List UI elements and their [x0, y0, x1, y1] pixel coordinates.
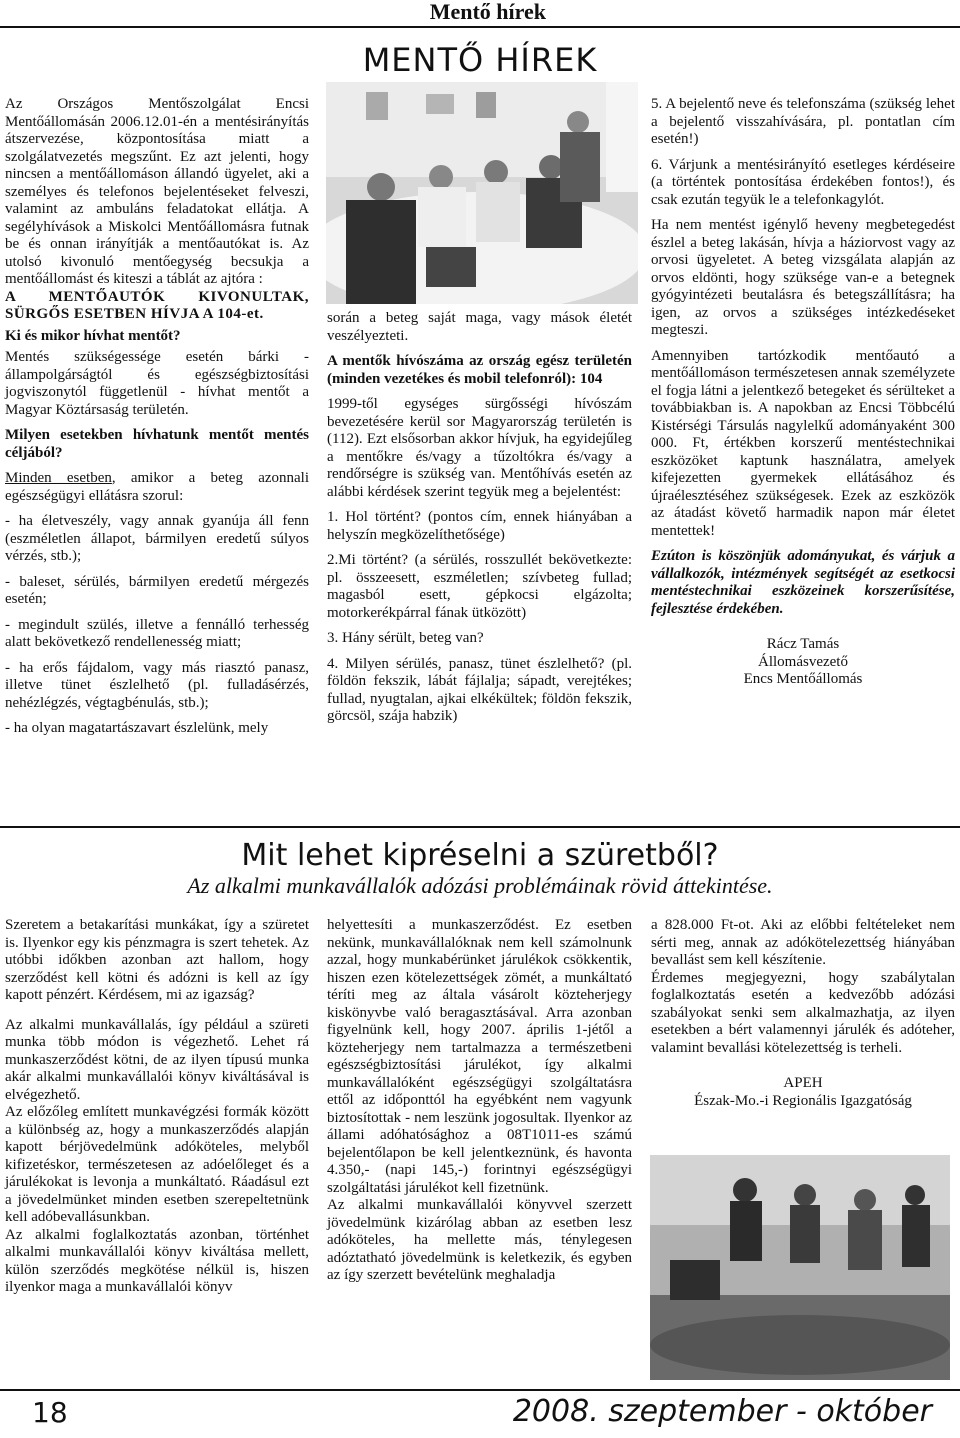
underlined-text: Minden esetben — [5, 470, 112, 486]
question-item: 1. Hol történt? (pontos cím, ennek hiányában a helyszín megközelíthetősége) — [327, 509, 632, 543]
list-item: - baleset, sérülés, bármilyen eredetű mérgezés esetén; — [5, 573, 309, 607]
author-title: Észak-Mo.-i Regionális Igazgatóság — [694, 1092, 912, 1109]
question-item: 3. Hány sérült, beteg van? — [327, 630, 484, 646]
emergency-number-heading: A mentők hívószáma az ország egész területén (minden vezetékes és mobil telefonról): 104 — [327, 353, 632, 387]
harvest-photo — [650, 1155, 950, 1380]
paragraph: 1999-től egységes sürgősségi hívószám bevezetésére kerül sor Magyarország területén is (112). Ezt elsősorban akkor hívjuk, ha egyidejűleg a mentőkre és/vagy a tűzoltókra és/vagy a rendőrségre is szükség van. Mentőhívás esetén az alábbi kérdések szerint tegyük meg a bejelentést: — [327, 396, 632, 500]
paragraph: Érdemes megjegyezni, hogy szabálytalan foglalkoztatás esetén a kedvezőbb adózási szabályokat senki sem alkalmazhatja, az ilyen esetekben a bért valamennyi járulék és adóteher, valamint bevallási kötelezettség is terheli. — [651, 969, 955, 1056]
harvest-photo-illustration — [650, 1155, 950, 1380]
article-divider — [0, 826, 960, 828]
header-rule — [0, 26, 960, 28]
article2-col1 — [5, 917, 309, 1305]
paragraph: helyettesíti a munkaszerződést. Ez esetben nekünk, munkavállalóknak nem kell számolnunk azzal, hogy munkabérünket járulékok csökkentik, hiszen ezen kötelezettségek zömét, a munkáltató téríti meg az általa vásárolt közteherjegy kiskönyvbe való beragasztásával. Arra azonban figyelnünk kell, hogy 2007. április 1-jétől a közteherjegy nem tartalmazza a természetbeni egészségbiztosítási járulékot, így alkalmi munkavállalóként egészségügyi szolgáltatásra ettől az időponttól ha egyébként nem vagyunk biztosítottak - nem leszünk jogosultak. Ilyenkor az állami adóhatósághoz a 08T1011-es számú bejelentőlapon be kell jelentkeznünk, és havonta 4.350,- (napi 145,-) forintnyi egészségügyi szolgáltatási járulékot kell fizetnünk. — [327, 917, 632, 1196]
question-item: 4. Milyen sérülés, panasz, tünet észlelhető? (pl. földön fekszik, lábát fájlalja; sápadt, verejtékes; fullad, nyugtalan, ajkai elkékültek; földön fekszik, görcsöl, szája habzik) — [327, 655, 632, 724]
page-number: 18 — [32, 1396, 68, 1429]
running-header — [0, 0, 960, 27]
section-title: MENTŐ HÍREK — [362, 41, 598, 79]
meeting-photo — [326, 82, 638, 304]
list-item: - ha életveszély, vagy annak gyanúja áll fenn (eszméletlen állapot, bármilyen eredetű súlyos vérzés, stb.); — [5, 513, 309, 564]
paragraph: Az előzőleg említett munkavégzési formák között a különbség az, hogy a munkaszerződés alapján kapott bérjövedelmünk adóköteles, melyből kifizetéskor, természetesen az adóelőleget és a járulékokat is levonja a munkáltató. Ráadásul ezt a jövedelmünket minden esetben szerepeltetnünk kell adóbevallásunkban. — [5, 1104, 309, 1225]
paragraph: során a beteg saját maga, vagy mások életét veszélyezteti. — [327, 310, 632, 344]
paragraph: a 828.000 Ft-ot. Aki az előbbi feltételeket nem sérti meg, annak az adókötelezettség hiányában bevallást sem kell készítenie. — [651, 917, 955, 968]
signature-block — [651, 1075, 955, 1110]
author-name: Rácz Tamás — [766, 636, 840, 652]
list-item: - ha olyan magatartászavart észlelünk, mely — [5, 720, 269, 736]
paragraph: Szeretem a betakarítási munkákat, így a szüretet is. Ilyenkor egy kis pénzmagra is szert tehetek. Az utóbbi időkben azonban azt hallom, hogy szerződést kell kötni és adózni is kell az így kapott pénzért. Kérdésem, mi az igazság? — [5, 917, 309, 1003]
article1-col1 — [5, 96, 309, 746]
article2-subtitle: Az alkalmi munkavállalók adózási problémáinak rövid áttekintése. — [187, 873, 773, 898]
author-org: APEH — [783, 1075, 823, 1091]
notice-text: A MENTŐAUTÓK KIVONULTAK, SÜRGŐS ESETBEN HÍVJA A 104-et. — [5, 288, 309, 322]
paragraph-rest: , amikor a beteg azonnali egészségügyi ellátásra szorul: — [5, 470, 309, 504]
thanks-paragraph: Ezúton is köszönjük adományukat, és várjuk a vállalkozók, intézmények segítségét az esetkocsi mentéstechnikai eszközeinek korszerűsítése, fejlesztése érdekében. — [651, 548, 955, 617]
article2-col2 — [327, 917, 632, 1293]
question-item: 6. Várjunk a mentésirányító esetleges kérdéseire (a történtek pontosítása érdekében fontos!), és csak ezután tegyük le a telefonkagylót. — [651, 156, 955, 208]
signature-block — [651, 636, 955, 689]
question-item: 2.Mi történt? (a sérülés, rosszullét bekövetkezte: pl. összeesett, eszméletlen; szívbeteg fullad; magasból esett, gépkocsi elgázolta; motorkerékpárral fának ütközött) — [327, 552, 632, 621]
subheading: Ki és mikor hívhat mentőt? — [5, 327, 181, 344]
article2-title: Mit lehet kipréselni a szüretből? — [241, 838, 719, 873]
footer-rule — [0, 1389, 960, 1391]
list-item: - megindult szülés, illetve a fennálló terhesség alatt bekövetkező rendellenesség miatt; — [5, 616, 309, 650]
issue-date: 2008. szeptember - október — [512, 1394, 932, 1429]
question-item: 5. A bejelentő neve és telefonszáma (szükség lehet a bejelentő visszahívására, pl. pontatlan cím esetén!) — [651, 96, 955, 147]
paragraph: Ha nem mentést igénylő heveny megbetegedést észlel a beteg lakásán, hívja a háziorvost vagy az orvosi ügyeletet. A beteg vizsgálata alapján az orvos eldönti, hogy szüksége van-e a betegnek gyógyintézeti beutalásra és betegszállításra; ha igen, az orvos a szükséges intézkedéseket megteszi. — [651, 217, 955, 338]
meeting-photo-illustration — [326, 82, 638, 304]
paragraph: Az alkalmi foglalkoztatás azonban, történhet alkalmi munkavállalói könyv kiváltása mellett, külön szerződés megkötése nélkül is, hiszen ilyenkor maga a munkavállalói könyv — [5, 1226, 309, 1295]
section-label: Mentő hírek — [429, 0, 546, 24]
paragraph: Az Országos Mentőszolgálat Encsi Mentőállomásán 2006.12.01-én a mentésirányítás átszervezése, központosítása miatt a szolgálatvezetés megszűnt. Ez azt jelenti, hogy nincsen a mentőállomáson állandó ügyelet, aki a személyes és telefonos bejelentéseket felveszi, valamint az ambuláns feladatokat ellátja. A segélyhívások a Miskolci Mentőállomásra futnak be és onnan irányítják a mentőautókat is. Az utolsó kivonuló mentőegység becsukja a mentőállomást és kiteszi a táblát az ajtóra : — [5, 96, 309, 287]
paragraph: Az alkalmi munkavállalói könyvvel szerzett jövedelmünk kizárólag abban az esetben lesz adóköteles, ha mellette más, ténylegesen adóztatható jövedelmünk is keletkezik, és egyben az így szerzett bevételünk meghaladja — [327, 1197, 632, 1283]
article2-col3 — [651, 917, 955, 1110]
author-title: Állomásvezető — [758, 653, 848, 670]
paragraph: Az alkalmi munkavállalás, így például a szüreti munka több módon is végezhető. Lehet rá munkaszerződést kötni, de az ilyen típusú munka akár alkalmi munkavállalói könyv kiváltásával is elvégezhető. — [5, 1016, 309, 1103]
article1-col3 — [651, 96, 955, 689]
paragraph: Amennyiben tartózkodik mentőautó a mentőállomáson természetesen annak személyzete el fogja látni a jelentkező betegeket és sérülteket a továbbiakban is. A napokban az Encsi Többcélú Kistérségi Társulás nagylelkű adományaként 300 000. Ft, értékben korszerű mentéstechnikai eszközöket kaptunk használatra, amelyek kifejezetten gyermekek ellátásához és újraélesztéséhez szükségesek. Ezek az eszközök az átadást követő harmadik napon már életet mentettek! — [651, 347, 955, 539]
paragraph: Mentés szükségessége esetén bárki - állampolgárságtól és egészségbiztosítási jogviszonytól függetlenül - hívhat mentőt a Magyar Köztársaság területén. — [5, 349, 309, 418]
subheading: Milyen esetekben hívhatunk mentőt mentés céljából? — [5, 427, 309, 461]
author-org: Encs Mentőállomás — [743, 671, 863, 687]
list-item: - ha erős fájdalom, vagy más riasztó panasz, illetve tünet észlelhető (pl. fulladásérzés, nehézlégzés, végtagbénulás, stb.); — [5, 659, 309, 711]
article1-col2 — [327, 310, 632, 734]
paragraph — [5, 470, 309, 505]
